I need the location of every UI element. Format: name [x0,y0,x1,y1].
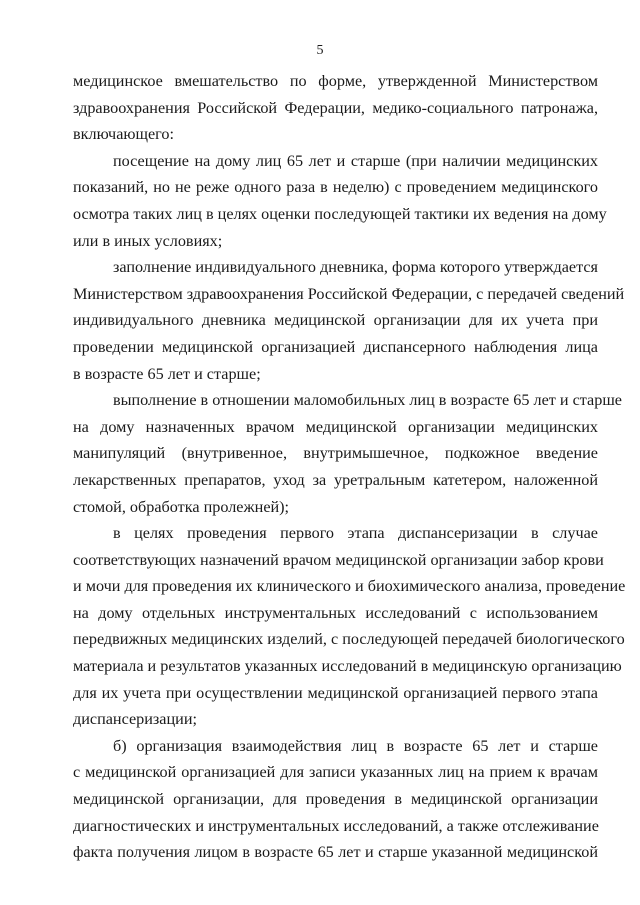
text-line: на дому отдельных инструментальных исследований с использованием [73,603,598,622]
text-line: показаний, но не реже одного раза в неделю) с проведением медицинского [73,178,598,197]
text-line: в целях проведения первого этапа диспансеризации в случае [113,524,598,543]
text-line: осмотра таких лиц в целях оценки последующей тактики их ведения на дому [73,204,607,223]
text-line: в возрасте 65 лет и старше; [73,364,261,383]
paragraph-p4 [73,387,622,520]
paragraph-p6 [73,733,598,866]
text-line: заполнение индивидуального дневника, форма которого утверждается [113,258,598,277]
text-line: на дому назначенных врачом медицинской организации медицинских [73,417,598,436]
text-line: б) организация взаимодействия лиц в возрасте 65 лет и старше [113,736,598,755]
text-line: или в иных условиях; [73,231,223,250]
text-line: Министерством здравоохранения Российской Федерации, с передачей сведений [73,284,625,303]
text-line: с медицинской организацией для записи указанных лиц на прием к врачам [73,763,598,782]
page-number: 5 [316,43,324,58]
text-line: соответствующих назначений врачом медицинской организации забор крови [73,550,604,569]
text-line: лекарственных препаратов, уход за уретральным катетером, наложенной [73,470,598,489]
text-line: передвижных медицинских изделий, с последующей передачей биологического [73,630,625,649]
text-line: медицинское вмешательство по форме, утвержденной Министерством [73,72,598,90]
paragraph-p5 [73,520,626,733]
text-line: материала и результатов указанных исследований в медицинскую организацию [73,657,622,676]
text-line: включающего: [73,125,174,144]
text-line: диагностических и инструментальных исследований, а также отслеживание [73,816,599,835]
text-line: медицинской организации, для проведения в медицинской организации [73,790,598,809]
document-body [73,68,626,866]
paragraph-p1 [73,68,598,148]
text-line: проведении медицинской организацией диспансерного наблюдения лица [73,337,598,356]
paragraph-p3 [73,254,625,387]
paragraph-p2 [73,148,607,254]
text-line: стомой, обработка пролежней); [73,497,290,516]
text-line: и мочи для проведения их клинического и биохимического анализа, проведение [73,577,626,596]
text-line: диспансеризации; [73,710,197,729]
text-line: индивидуального дневника медицинской организации для их учета при [73,311,598,330]
text-line: факта получения лицом в возрасте 65 лет и старше указанной медицинской [73,843,598,862]
text-line: выполнение в отношении маломобильных лиц в возрасте 65 лет и старше [113,391,622,410]
text-line: посещение на дому лиц 65 лет и старше (при наличии медицинских [113,151,598,170]
text-line: здравоохранения Российской Федерации, медико-социального патронажа, [73,98,598,117]
text-line: для их учета при осуществлении медицинской организацией первого этапа [73,683,598,702]
text-line: манипуляций (внутривенное, внутримышечное, подкожное введение [73,444,598,463]
